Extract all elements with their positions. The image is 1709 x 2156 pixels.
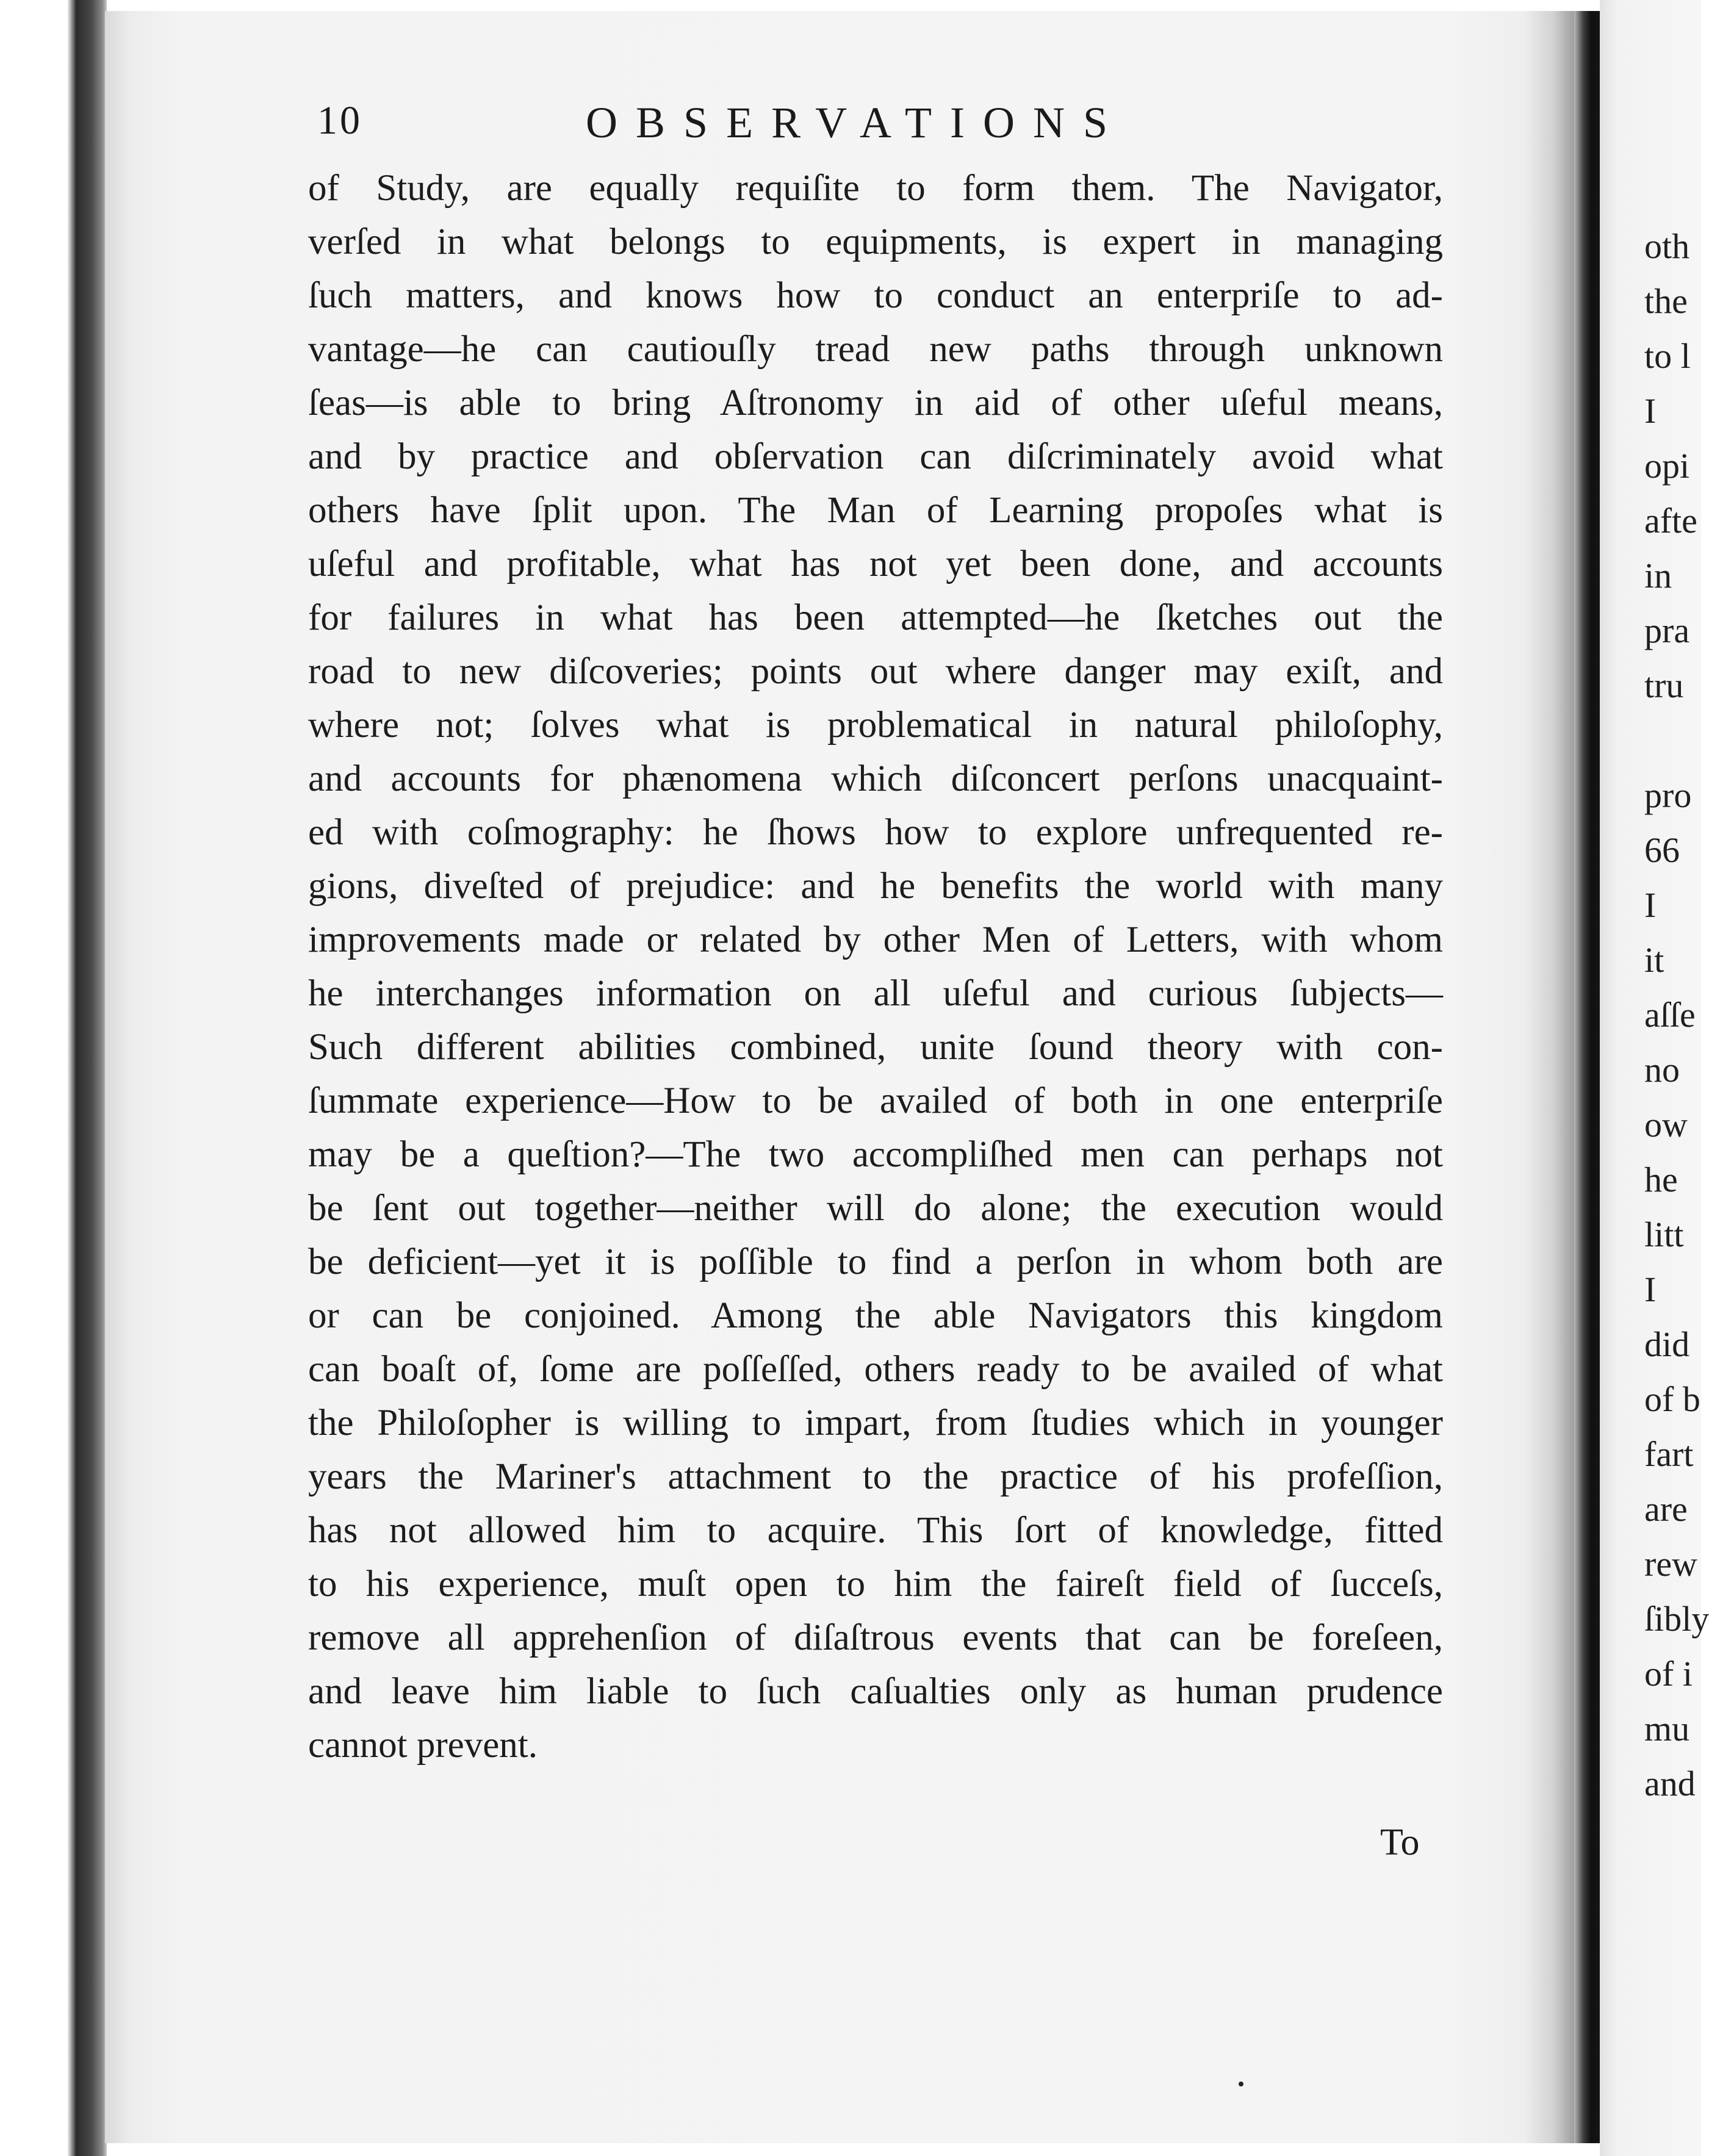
text-line: remove all apprehenſion of diſaſtrous events that can be foreſeen, (308, 1617, 1443, 1658)
facing-fragment: no (1644, 1050, 1680, 1090)
facing-fragment: 66 (1644, 830, 1680, 870)
running-head (317, 98, 1232, 153)
facing-fragment: pra (1644, 611, 1690, 650)
ink-speck (1239, 2082, 1243, 2086)
text-line: be deficient—yet it is poſſible to find a perſon in whom both are (308, 1241, 1443, 1282)
text-line: uſeful and profitable, what has not yet been done, and accounts (308, 544, 1443, 584)
facing-fragment: I (1644, 885, 1657, 925)
catchword: To (1380, 1822, 1420, 1863)
text-line-last: cannot prevent. (308, 1725, 538, 1766)
facing-fragment: fart (1644, 1434, 1694, 1474)
text-line: ſuch matters, and knows how to conduct an enterpriſe to ad- (308, 275, 1443, 316)
text-line: and accounts for phænomena which diſconcert perſons unacquaint- (308, 758, 1443, 799)
facing-fragment: did (1644, 1324, 1690, 1364)
text-line: others have ſplit upon. The Man of Learning propoſes what is (308, 490, 1443, 531)
facing-fragment: are (1644, 1489, 1688, 1529)
body-paragraph (308, 162, 1443, 1772)
text-line: has not allowed him to acquire. This ſort of knowledge, fitted (308, 1510, 1443, 1551)
left-binding-edge (0, 0, 107, 2156)
facing-fragment: I (1644, 1270, 1657, 1309)
facing-fragment: in (1644, 556, 1672, 595)
text-line: vantage—he can cautiouſly tread new paths through unknown (308, 329, 1443, 370)
running-head-title: OBSERVATIONS (586, 98, 1126, 147)
text-line: Such different abilities combined, unite ſound theory with con- (308, 1027, 1443, 1068)
facing-fragment: he (1644, 1160, 1678, 1199)
text-line: improvements made or related by other Men of Letters, with whom (308, 919, 1443, 960)
text-line: gions, diveſted of prejudice: and he benefits the world with many (308, 866, 1443, 907)
facing-fragment: rew (1644, 1544, 1697, 1584)
text-line: he interchanges information on all uſeful and curious ſubjects— (308, 973, 1443, 1014)
facing-fragment: opi (1644, 446, 1690, 486)
facing-fragment: ow (1644, 1105, 1688, 1144)
text-line: verſed in what belongs to equipments, is expert in managing (308, 221, 1443, 262)
text-line: where not; ſolves what is problematical in natural philoſophy, (308, 705, 1443, 746)
text-line: to his experience, muſt open to him the faireſt field of ſucceſs, (308, 1564, 1443, 1604)
page-number: 10 (317, 98, 362, 143)
text-line: may be a queſtion?—The two accompliſhed men can perhaps not (308, 1134, 1443, 1175)
text-line: of Study, are equally requiſite to form them. The Navigator, (308, 168, 1443, 209)
text-line: the Philoſopher is willing to impart, from ſtudies which in younger (308, 1403, 1443, 1443)
text-line: ſummate experience—How to be availed of both in one enterpriſe (308, 1080, 1443, 1121)
facing-fragment: it (1644, 940, 1664, 980)
text-line: can boaſt of, ſome are poſſeſſed, others ready to be availed of what (308, 1349, 1443, 1390)
facing-fragment: aſſe (1644, 995, 1696, 1035)
text-line: and leave him liable to ſuch caſualties only as human prudence (308, 1671, 1443, 1712)
text-line: for failures in what has been attempted—he ſketches out the (308, 597, 1443, 638)
facing-fragment: ſibly (1644, 1599, 1709, 1639)
text-line: ſeas—is able to bring Aſtronomy in aid of other uſeful means, (308, 383, 1443, 423)
text-line: road to new diſcoveries; points out where danger may exiſt, and (308, 651, 1443, 692)
text-line: or can be conjoined. Among the able Navigators this kingdom (308, 1295, 1443, 1336)
facing-fragment: of b (1644, 1379, 1700, 1419)
facing-fragment: to l (1644, 336, 1691, 376)
gutter-shadow (1522, 11, 1602, 2143)
facing-fragment: mu (1644, 1709, 1690, 1748)
facing-fragment: litt (1644, 1215, 1684, 1254)
facing-fragment: oth (1644, 226, 1690, 266)
facing-fragment: of i (1644, 1654, 1693, 1694)
text-line: be ſent out together—neither will do alone; the execution would (308, 1188, 1443, 1229)
text-line: ed with coſmography: he ſhows how to explore unfrequented re- (308, 812, 1443, 853)
text-line: and by practice and obſervation can diſcriminately avoid what (308, 436, 1443, 477)
facing-fragment: tru (1644, 666, 1684, 705)
facing-fragment: the (1644, 281, 1688, 321)
facing-fragment: I (1644, 391, 1657, 431)
facing-fragment: pro (1644, 775, 1692, 815)
facing-fragment: afte (1644, 501, 1697, 541)
text-line: years the Mariner's attachment to the practice of his profeſſion, (308, 1456, 1443, 1497)
facing-fragment: and (1644, 1764, 1696, 1803)
